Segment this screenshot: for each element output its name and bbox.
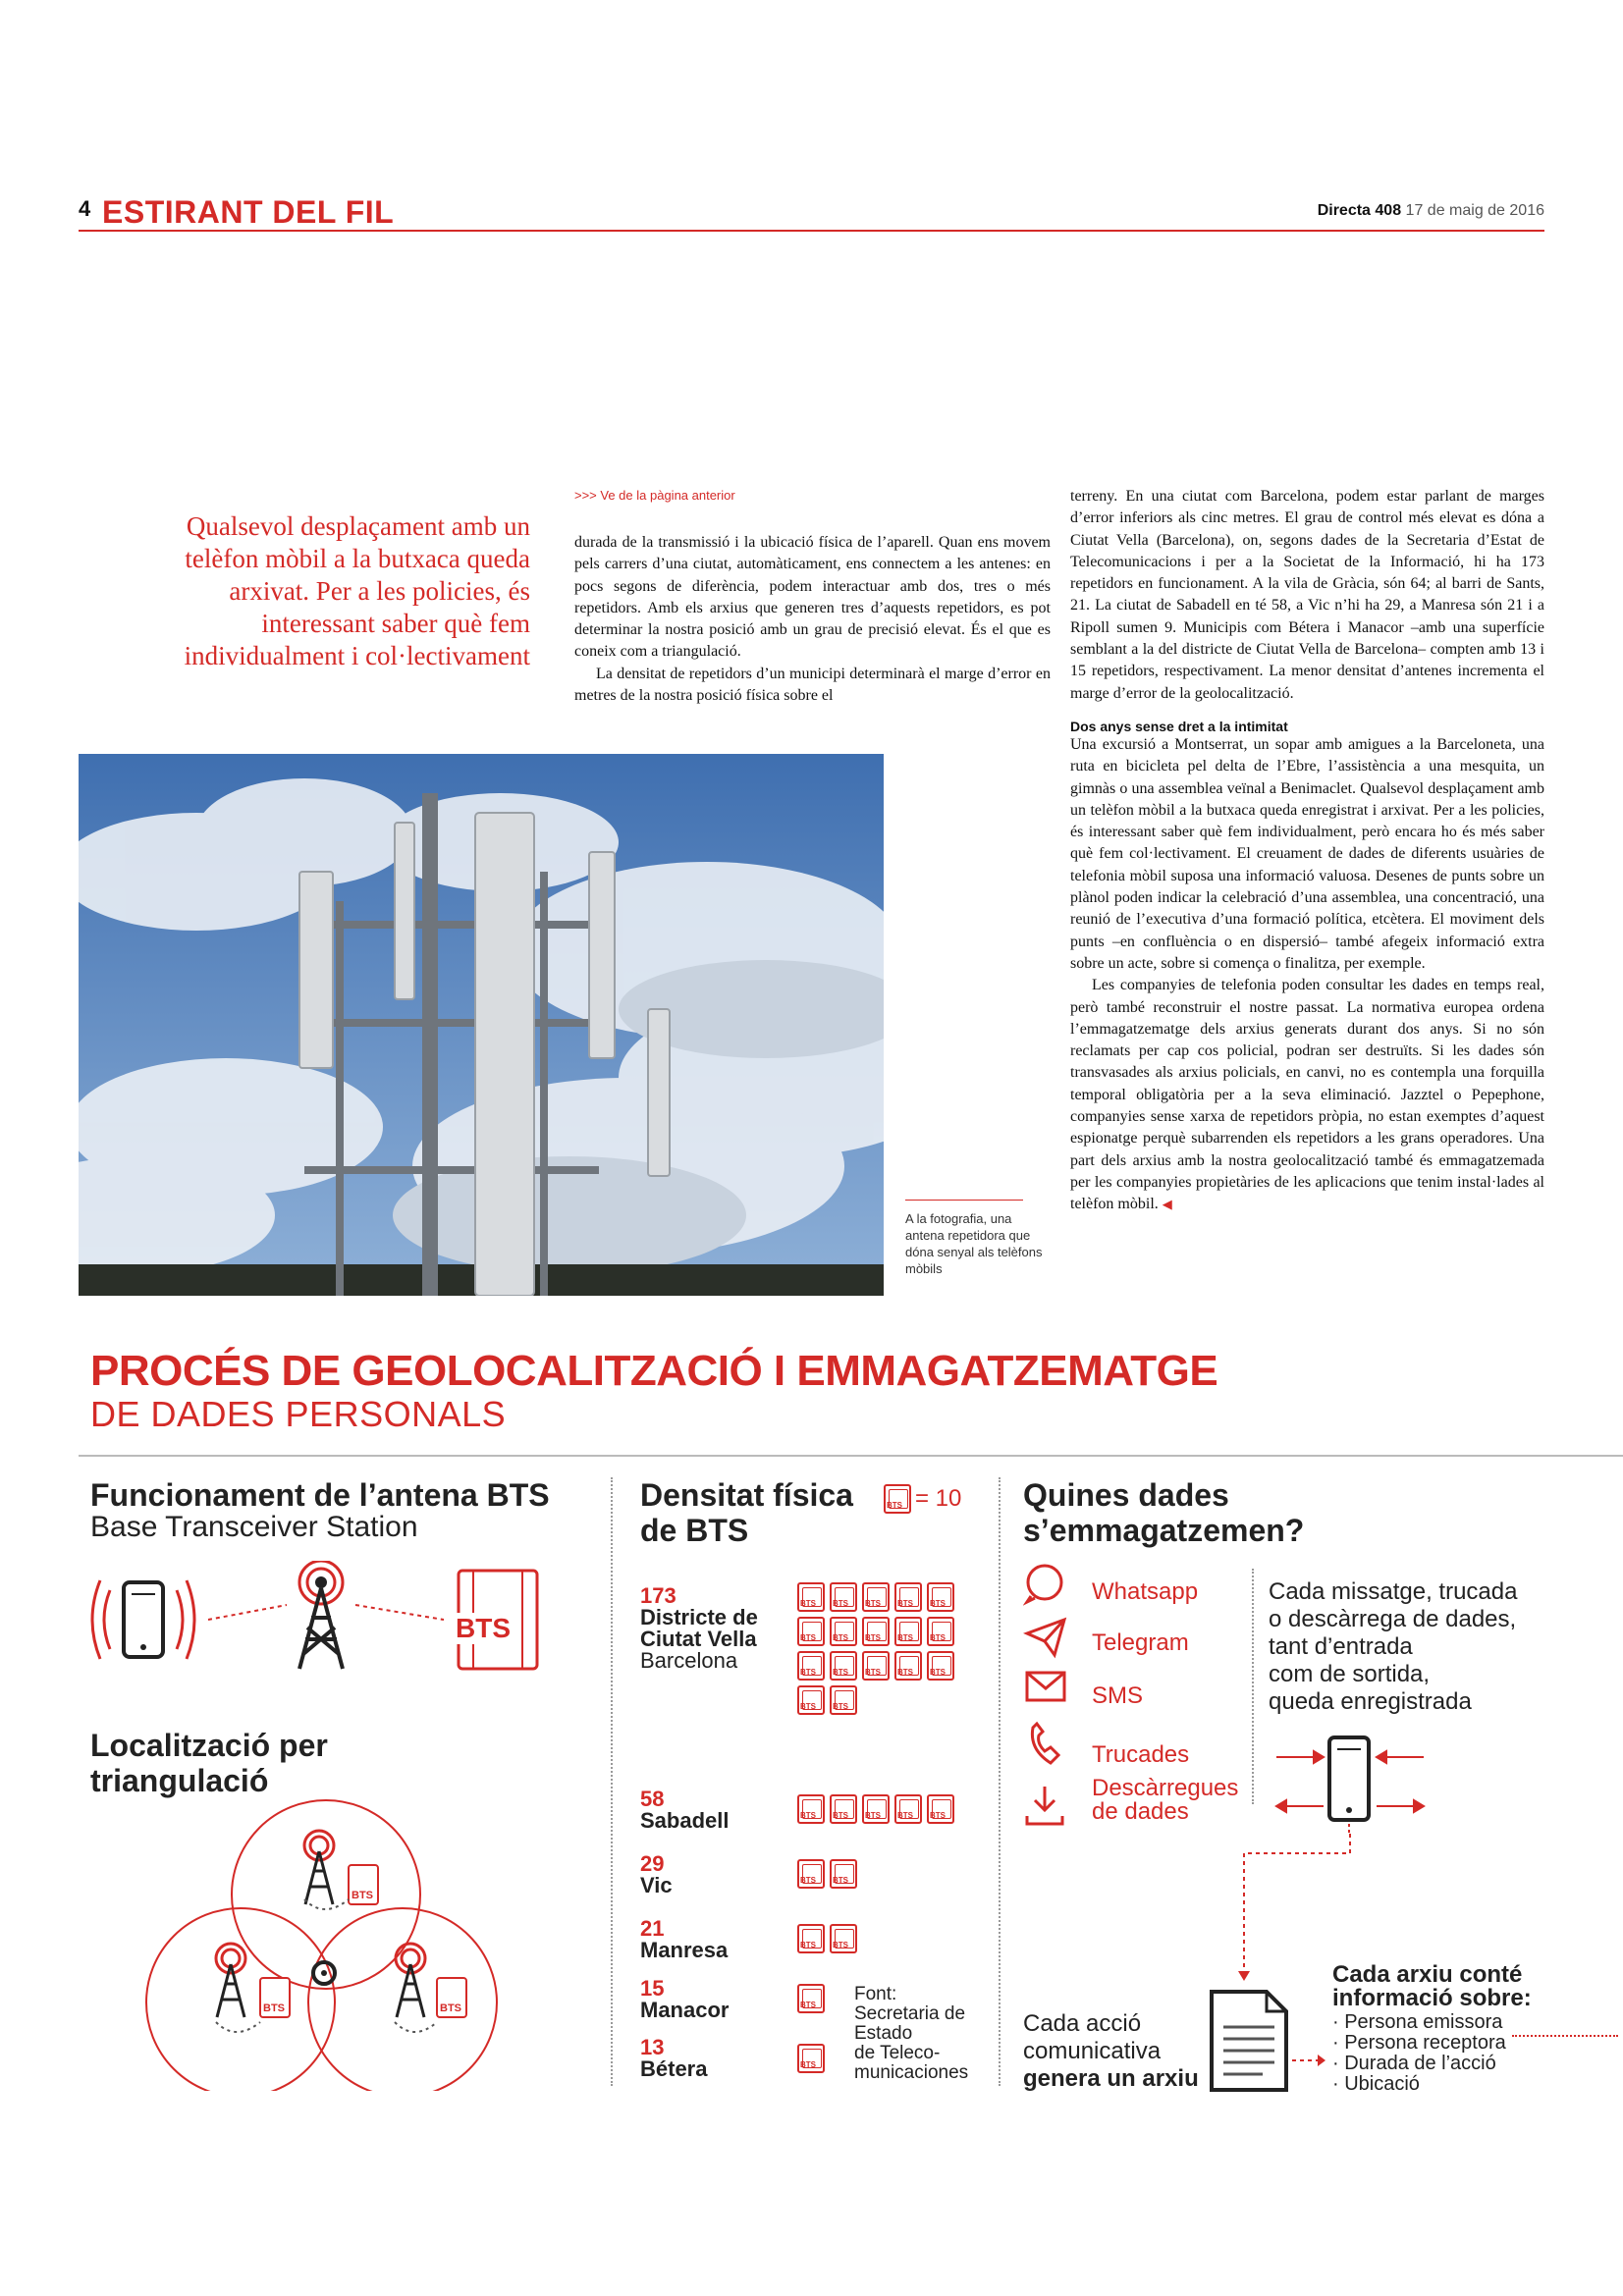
bts-unit-icon: BTS <box>830 1651 857 1681</box>
antenna-photo <box>79 754 884 1296</box>
end-mark-icon: ◀ <box>1162 1197 1172 1212</box>
center-target-icon <box>313 1962 335 1984</box>
column-separator <box>611 1477 613 2086</box>
phone-icon <box>124 1582 163 1657</box>
paragraph: Una excursió a Montserrat, un sopar amb amigues a la Barceloneta, una ruta en bicicleta pel delta de l’Ebre, l’assistència a una mesquita, un gimnàs o una assemblea veïnal a Benimaclet. Qualsevol desplaçament amb un telèfon mòbil a la butxaca queda enregistrat i arxivat. Per a les policies, és interessant saber què fem individualment, però encara ho és més saber què fem col·lectivament. El creuament de dades de diferents usuàries de telefonia mòbil suposa una informació valuosa. Desenes de punts sobre un plànol poden indicar la celebració d’una assemblea, una concentració, una reunió de l’executiva d’una formació política, etcètera. El moviment dels punts –en confluència o en dispersió– també afegeix informació extra sobre un acte, sobre si comença o finalitza, per exemple. <box>1070 735 1544 972</box>
infographic-subtitle: DE DADES PERSONALS <box>90 1394 507 1434</box>
city-ciutat-vella: 173 Districte de Ciutat Vella Barcelona <box>640 1583 758 1673</box>
bts-unit-icon: BTS <box>894 1794 922 1824</box>
bts-unit-icon: BTS <box>797 2044 825 2073</box>
data-item-trucades: Trucades <box>1092 1741 1190 1768</box>
bts-unit-icon: BTS <box>797 1582 825 1612</box>
whatsapp-icon <box>1027 1566 1061 1602</box>
photo-caption: A la fotografia, una antena repetidora que dóna senyal als telèfons mòbils <box>905 1211 1043 1276</box>
bts-unit-icon: BTS <box>830 1924 857 1953</box>
icon-grid-ciutat-vella <box>797 1582 964 1715</box>
coverage-circles <box>146 1800 497 2091</box>
article-column-b <box>1070 486 1544 1216</box>
file-info-item: · Ubicació <box>1332 2073 1420 2095</box>
phone-icon <box>1329 1737 1369 1820</box>
phone-io-diagram <box>1267 1728 1443 1836</box>
icon-grid-manresa <box>797 1924 964 1953</box>
bts-unit-icon: BTS <box>797 1685 825 1715</box>
city-vic: 29 Vic <box>640 1851 673 1897</box>
bts-unit-icon: BTS <box>830 1617 857 1646</box>
source-note: Font: Secretaria de Estado de Teleco- municaciones <box>854 1984 969 2083</box>
data-item-telegram: Telegram <box>1092 1629 1189 1656</box>
bts-unit-icon: BTS <box>797 1924 825 1953</box>
issue-date: 17 de maig de 2016 <box>1405 202 1544 219</box>
density-heading-2: de BTS <box>640 1513 749 1548</box>
page-number: 4 <box>79 196 91 221</box>
bts-unit-icon: BTS <box>862 1651 890 1681</box>
bts-unit-icon: BTS <box>797 1794 825 1824</box>
legend-value: = 10 <box>915 1485 962 1512</box>
antenna-tower-icon <box>396 1944 425 2017</box>
file-info-list <box>1332 2012 1506 2095</box>
bts-label: BTS <box>263 2002 285 2014</box>
city-manresa: 21 Manresa <box>640 1916 729 1962</box>
icon-grid-sabadell <box>797 1794 964 1824</box>
bts-unit-icon: BTS <box>830 1859 857 1889</box>
bts-unit-icon: BTS <box>927 1794 954 1824</box>
triangulation-heading-1: Localització per <box>90 1728 328 1763</box>
data-item-descarregues: Descàrregues de dades <box>1092 1775 1239 1825</box>
bts-unit-icon: BTS <box>884 1484 911 1514</box>
bts-unit-icon: BTS <box>862 1617 890 1646</box>
bts-unit-icon: BTS <box>894 1617 922 1646</box>
paragraph: La densitat de repetidors d’un municipi determinarà el marge d’error en metres de la nostra posició física sobre el <box>574 665 1051 705</box>
paragraph: terreny. En una ciutat com Barcelona, podem estar parlant de marges d’error inferiors als cinc metres. El grau de control més elevat es dóna a Ciutat Vella (Barcelona), on, segons dades de la Secretaria d’Estat de Telecomunicacions i per a la Societat de la Informació, hi ha 173 repetidors en funcionament. A la vila de Gràcia, són 64; al barri de Sants, 21. La ciutat de Sabadell en té 58, a Vic n’hi ha 29, a Manresa són 21 i a Ripoll sumen 9. Municipis com Bétera i Manacor –amb una superfície semblant a la del districte de Ciutat Vella de Barcelona– compten amb 13 i 15 repetidors, respectivament. La menor densitat d’antenes incrementa el marge d’error de la geolocalització. <box>1070 488 1544 702</box>
file-heading: Cada arxiu conté informació sobre: <box>1332 1961 1532 2011</box>
antenna-tower-icon <box>299 1561 343 1669</box>
triangulation-diagram <box>137 1796 501 2091</box>
download-icon <box>1027 1787 1062 1824</box>
document-icon <box>1208 1988 1325 2096</box>
caption-rule <box>905 1200 1023 1201</box>
bts-box-label: BTS <box>456 1613 511 1643</box>
data-heading-2: s’emmagatzemen? <box>1023 1513 1305 1548</box>
section-title: ESTIRANT DEL FIL <box>102 194 395 230</box>
bts-unit-icon: BTS <box>862 1794 890 1824</box>
infographic-title: PROCÉS DE GEOLOCALITZACIÓ I EMMAGATZEMATGE <box>90 1347 1218 1395</box>
triangulation-heading-2: triangulació <box>90 1763 269 1798</box>
bts-unit-icon: BTS <box>830 1582 857 1612</box>
data-item-sms: SMS <box>1092 1682 1144 1709</box>
article-column-a <box>574 532 1051 707</box>
bts-unit-icon: BTS <box>927 1651 954 1681</box>
city-manacor: 15 Manacor <box>640 1976 730 2022</box>
bts-unit-icon: BTS <box>927 1582 954 1612</box>
bts-heading: Funcionament de l’antena BTS <box>90 1477 550 1513</box>
icon-grid-vic <box>797 1859 964 1889</box>
bts-unit-icon: BTS <box>862 1582 890 1612</box>
bts-label: BTS <box>440 2002 461 2014</box>
bts-unit-icon: BTS <box>797 1984 825 2013</box>
data-heading-1: Quines dades <box>1023 1477 1229 1513</box>
bts-unit-icon: BTS <box>894 1651 922 1681</box>
bts-unit-icon: BTS <box>927 1617 954 1646</box>
issue-info <box>1318 202 1544 220</box>
bts-unit-icon: BTS <box>797 1617 825 1646</box>
action-text: Cada acció comunicativa genera un arxiu <box>1023 2010 1199 2092</box>
data-item-whatsapp: Whatsapp <box>1092 1578 1199 1605</box>
sms-icon <box>1027 1673 1064 1700</box>
file-info-item: · Persona receptora <box>1332 2032 1506 2054</box>
bts-unit-icon: BTS <box>797 1859 825 1889</box>
infographic-rule <box>79 1455 1623 1457</box>
subheading: Dos anys sense dret a la intimitat <box>1070 718 1288 734</box>
antenna-tower-icon <box>216 1944 245 2017</box>
bts-label: BTS <box>352 1890 373 1901</box>
paragraph: Les companyies de telefonia poden consultar les dades en temps real, però també reconstruir el nostre passat. La normativa europea ordena l’emmagatzematge dels arxius generats durant dos anys. Si no són reclamats per cap cos policial, podran ser destruïts. Si les dades són transvasades als arxius policials, en canvi, no es contempla una forquilla temporal obligatòria per a la seva eliminació. Jazztel o Pepephone, companyies sense xarxa de repetidors pròpia, no estan exemptes d’aquest espionatge perquè subarrenden els repetidors a les grans operadores. Una part dels arxius amb la nostra geolocalització també és emmagatzemada per les companyies propietàries de les aplicacions que tenim instal·lades al telèfon mòbil. ◀ <box>1070 977 1544 1213</box>
bts-box-icons <box>260 1865 466 2017</box>
bts-unit-icon: BTS <box>830 1685 857 1715</box>
file-info-item: · Persona emissora <box>1332 2011 1503 2033</box>
header-rule <box>79 230 1544 232</box>
publication-name: Directa 408 <box>1317 202 1402 219</box>
phone-call-icon <box>1032 1724 1058 1763</box>
file-info-item: · Durada de l’acció <box>1332 2053 1496 2074</box>
pull-quote: Qualsevol desplaçament amb un telèfon mòbil a la butxaca queda arxivat. Per a les policies, és interessant saber què fem individualment i col·lectivament <box>184 511 530 670</box>
message-text: Cada missatge, trucada o descàrrega de dades, tant d’entrada com de sortida, queda enregistrada <box>1269 1578 1518 1715</box>
column-separator <box>1252 1569 1254 1804</box>
city-sabadell: 58 Sabadell <box>640 1787 730 1833</box>
bts-subheading: Base Transceiver Station <box>90 1511 418 1543</box>
telegram-icon <box>1027 1620 1064 1655</box>
bts-unit-icon: BTS <box>894 1582 922 1612</box>
bts-unit-icon: BTS <box>797 1651 825 1681</box>
city-betera: 13 Bétera <box>640 2035 708 2081</box>
paragraph: durada de la transmissió i la ubicació física de l’aparell. Quan ens movem pels carrers d’una ciutat, automàticament, ens connectem a les antenes: en pocs segons de diferència, podem interactuar amb dos, tres o més repetidors. Amb els arxius que generen tres d’aquests repetidors, es pot determinar la nostra posició amb un grau de precisió elevat. És el que es coneix com a triangulació. <box>574 534 1051 661</box>
density-legend <box>884 1484 961 1514</box>
density-heading-1: Densitat física <box>640 1477 853 1513</box>
continued-from-link[interactable]: >>> Ve de la pàgina anterior <box>574 488 735 503</box>
data-type-icons <box>1023 1563 1072 1828</box>
flow-connector <box>1512 2035 1618 2037</box>
column-separator <box>999 1477 1001 2086</box>
bts-unit-icon: BTS <box>830 1794 857 1824</box>
antenna-tower-icon <box>304 1831 334 1904</box>
